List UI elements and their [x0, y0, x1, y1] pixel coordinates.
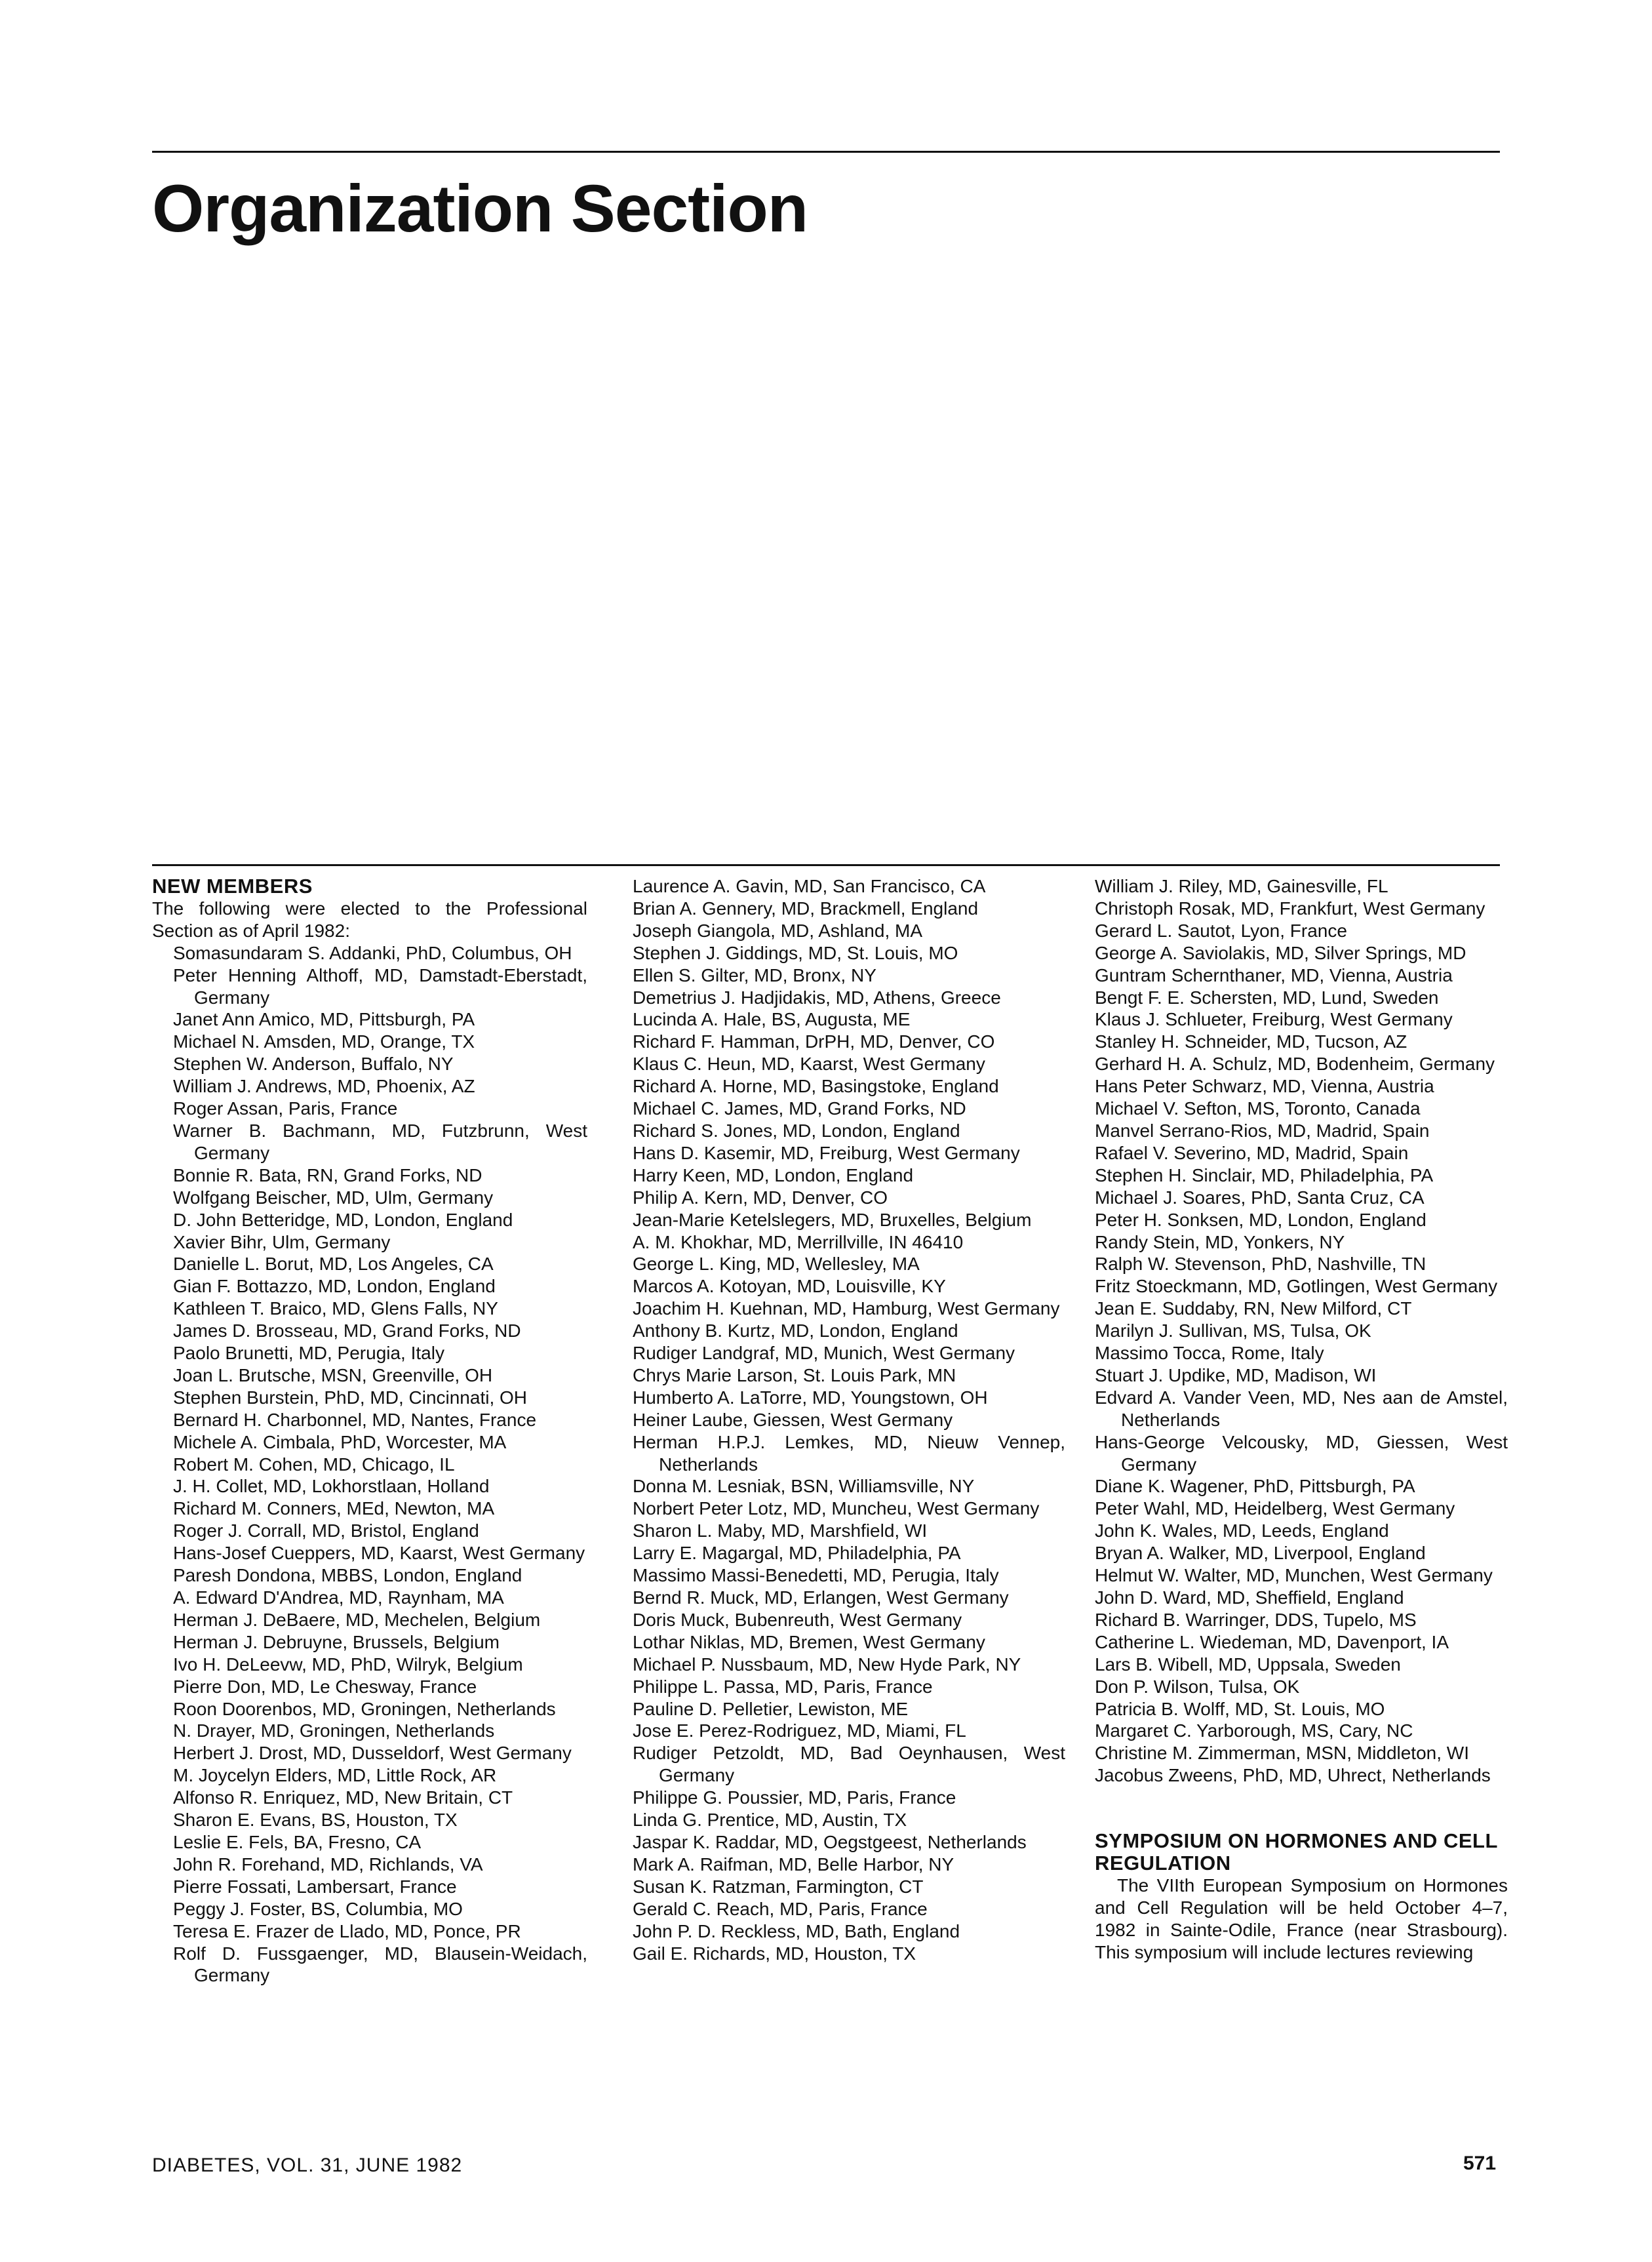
- member-entry: Michael P. Nussbaum, MD, New Hyde Park, NY: [633, 1654, 1021, 1675]
- member-entry: Peter Henning Althoff, MD, Damstadt-Eberstadt, Germany: [173, 964, 587, 1008]
- member-entry: Edvard A. Vander Veen, MD, Nes aan de Amstel, Netherlands: [1095, 1387, 1508, 1430]
- member-entry: Paresh Dondona, MBBS, London, England: [173, 1565, 522, 1586]
- top-rule: [152, 151, 1500, 153]
- member-entry: George A. Saviolakis, MD, Silver Springs, MD: [1095, 942, 1466, 963]
- member-entry: Joan L. Brutsche, MSN, Greenville, OH: [173, 1364, 493, 1385]
- member-entry: Michael J. Soares, PhD, Santa Cruz, CA: [1095, 1187, 1425, 1208]
- member-entry: Michael V. Sefton, MS, Toronto, Canada: [1095, 1098, 1421, 1119]
- member-entry: D. John Betteridge, MD, London, England: [173, 1209, 513, 1230]
- member-entry: Klaus J. Schlueter, Freiburg, West Germany: [1095, 1009, 1453, 1030]
- column-2: [633, 875, 1065, 1964]
- member-entry: Larry E. Magargal, MD, Philadelphia, PA: [633, 1543, 961, 1564]
- member-entry: Don P. Wilson, Tulsa, OK: [1095, 1676, 1300, 1697]
- member-entry: Pierre Don, MD, Le Chesway, France: [173, 1676, 477, 1697]
- member-entry: Gian F. Bottazzo, MD, London, England: [173, 1276, 496, 1297]
- member-entry: Peter H. Sonksen, MD, London, England: [1095, 1209, 1426, 1230]
- member-entry: Lothar Niklas, MD, Bremen, West Germany: [633, 1631, 985, 1652]
- member-entry: Sharon E. Evans, BS, Houston, TX: [173, 1810, 458, 1831]
- member-entry: Hans Peter Schwarz, MD, Vienna, Austria: [1095, 1076, 1434, 1097]
- member-entry: Kathleen T. Braico, MD, Glens Falls, NY: [173, 1298, 498, 1319]
- member-list-2: [633, 875, 1065, 1964]
- member-entry: Herman J. Debruyne, Brussels, Belgium: [173, 1631, 500, 1652]
- member-entry: George L. King, MD, Wellesley, MA: [633, 1254, 920, 1275]
- member-entry: Joseph Giangola, MD, Ashland, MA: [633, 920, 923, 941]
- member-entry: Joachim H. Kuehnan, MD, Hamburg, West Germany: [633, 1298, 1060, 1319]
- member-entry: Hans D. Kasemir, MD, Freiburg, West Germany: [633, 1142, 1020, 1163]
- member-entry: Alfonso R. Enriquez, MD, New Britain, CT: [173, 1787, 513, 1808]
- member-entry: Helmut W. Walter, MD, Munchen, West Germany: [1095, 1565, 1493, 1586]
- member-entry: Donna M. Lesniak, BSN, Williamsville, NY: [633, 1476, 975, 1497]
- member-entry: Stuart J. Updike, MD, Madison, WI: [1095, 1364, 1377, 1385]
- new-members-heading: NEW MEMBERS: [152, 875, 313, 898]
- member-entry: Norbert Peter Lotz, MD, Muncheu, West Germany: [633, 1498, 1040, 1519]
- page-number: 571: [1463, 2153, 1497, 2174]
- member-entry: Richard B. Warringer, DDS, Tupelo, MS: [1095, 1609, 1417, 1630]
- member-entry: Stanley H. Schneider, MD, Tucson, AZ: [1095, 1031, 1407, 1052]
- member-entry: Jean-Marie Ketelslegers, MD, Bruxelles, Belgium: [633, 1209, 1032, 1230]
- member-entry: Humberto A. LaTorre, MD, Youngstown, OH: [633, 1387, 988, 1408]
- member-entry: Guntram Schernthaner, MD, Vienna, Austria: [1095, 964, 1453, 985]
- member-entry: Harry Keen, MD, London, England: [633, 1164, 914, 1185]
- member-entry: Laurence A. Gavin, MD, San Francisco, CA: [633, 876, 986, 896]
- member-entry: Rolf D. Fussgaenger, MD, Blausein-Weidach, Germany: [173, 1943, 587, 1986]
- member-entry: Marcos A. Kotoyan, MD, Louisville, KY: [633, 1276, 946, 1297]
- member-entry: Paolo Brunetti, MD, Perugia, Italy: [173, 1343, 444, 1364]
- member-entry: Christine M. Zimmerman, MSN, Middleton, WI: [1095, 1743, 1469, 1764]
- member-entry: Jose E. Perez-Rodriguez, MD, Miami, FL: [633, 1720, 966, 1741]
- member-entry: Richard A. Horne, MD, Basingstoke, England: [633, 1076, 999, 1097]
- member-entry: Bengt F. E. Schersten, MD, Lund, Sweden: [1095, 987, 1439, 1008]
- member-list-1: [152, 942, 587, 1987]
- column-3: [1095, 875, 1508, 1964]
- member-entry: Stephen H. Sinclair, MD, Philadelphia, PA: [1095, 1164, 1434, 1185]
- member-entry: James D. Brosseau, MD, Grand Forks, ND: [173, 1320, 521, 1341]
- member-entry: Jacobus Zweens, PhD, MD, Uhrect, Netherlands: [1095, 1765, 1491, 1786]
- member-entry: Gail E. Richards, MD, Houston, TX: [633, 1943, 916, 1964]
- member-entry: Ralph W. Stevenson, PhD, Nashville, TN: [1095, 1254, 1426, 1275]
- member-entry: Bryan A. Walker, MD, Liverpool, England: [1095, 1543, 1426, 1564]
- member-entry: Rafael V. Severino, MD, Madrid, Spain: [1095, 1142, 1409, 1163]
- member-entry: Philippe L. Passa, MD, Paris, France: [633, 1676, 933, 1697]
- member-entry: Teresa E. Frazer de Llado, MD, Ponce, PR: [173, 1920, 521, 1941]
- member-entry: Lars B. Wibell, MD, Uppsala, Sweden: [1095, 1654, 1401, 1675]
- member-entry: Sharon L. Maby, MD, Marshfield, WI: [633, 1520, 928, 1541]
- column-1: [152, 875, 587, 1987]
- member-entry: Somasundaram S. Addanki, PhD, Columbus, OH: [173, 942, 572, 963]
- member-entry: Hans-George Velcousky, MD, Giessen, West Germany: [1095, 1431, 1508, 1475]
- member-entry: A. M. Khokhar, MD, Merrillville, IN 46410: [633, 1231, 964, 1252]
- member-entry: Ivo H. DeLeevw, MD, PhD, Wilryk, Belgium: [173, 1654, 523, 1675]
- member-entry: John D. Ward, MD, Sheffield, England: [1095, 1587, 1404, 1608]
- member-entry: Gerhard H. A. Schulz, MD, Bodenheim, Germany: [1095, 1054, 1495, 1075]
- member-list-3: [1095, 875, 1508, 1787]
- member-entry: Jean E. Suddaby, RN, New Milford, CT: [1095, 1298, 1412, 1319]
- member-entry: Demetrius J. Hadjidakis, MD, Athens, Greece: [633, 987, 1001, 1008]
- symposium-body: The VIIth European Symposium on Hormones and Cell Regulation will be held October 4–7, 1982 in Sainte-Odile, France (near Strasbourg). This symposium will include lectures reviewing: [1095, 1875, 1508, 1962]
- spacer: [1095, 1787, 1508, 1830]
- member-entry: Stephen Burstein, PhD, MD, Cincinnati, OH: [173, 1387, 528, 1408]
- member-entry: Brian A. Gennery, MD, Brackmell, England: [633, 898, 979, 919]
- member-entry: Robert M. Cohen, MD, Chicago, IL: [173, 1454, 455, 1475]
- member-entry: John K. Wales, MD, Leeds, England: [1095, 1520, 1389, 1541]
- member-entry: Roger Assan, Paris, France: [173, 1098, 398, 1119]
- member-entry: Philip A. Kern, MD, Denver, CO: [633, 1187, 888, 1208]
- member-entry: Gerald C. Reach, MD, Paris, France: [633, 1898, 928, 1919]
- member-entry: Jaspar K. Raddar, MD, Oegstgeest, Netherlands: [633, 1831, 1027, 1852]
- member-entry: Fritz Stoeckmann, MD, Gotlingen, West Germany: [1095, 1276, 1498, 1297]
- member-entry: Diane K. Wagener, PhD, Pittsburgh, PA: [1095, 1476, 1415, 1497]
- member-entry: Roger J. Corrall, MD, Bristol, England: [173, 1520, 479, 1541]
- member-entry: Massimo Massi-Benedetti, MD, Perugia, Italy: [633, 1565, 999, 1586]
- member-entry: Peggy J. Foster, BS, Columbia, MO: [173, 1898, 463, 1919]
- member-entry: Ellen S. Gilter, MD, Bronx, NY: [633, 964, 876, 985]
- member-entry: Richard M. Conners, MEd, Newton, MA: [173, 1498, 495, 1519]
- member-entry: Herman H.P.J. Lemkes, MD, Nieuw Vennep, Netherlands: [633, 1431, 1065, 1475]
- member-entry: Philippe G. Poussier, MD, Paris, France: [633, 1787, 956, 1808]
- member-entry: Klaus C. Heun, MD, Kaarst, West Germany: [633, 1054, 985, 1075]
- symposium-heading: SYMPOSIUM ON HORMONES AND CELL REGULATION: [1095, 1829, 1498, 1875]
- section-rule: [152, 864, 1500, 866]
- member-entry: Rudiger Landgraf, MD, Munich, West Germany: [633, 1343, 1015, 1364]
- member-entry: Mark A. Raifman, MD, Belle Harbor, NY: [633, 1854, 954, 1875]
- member-entry: Danielle L. Borut, MD, Los Angeles, CA: [173, 1254, 494, 1275]
- member-entry: Michael N. Amsden, MD, Orange, TX: [173, 1031, 475, 1052]
- member-entry: N. Drayer, MD, Groningen, Netherlands: [173, 1720, 495, 1741]
- member-entry: Anthony B. Kurtz, MD, London, England: [633, 1320, 958, 1341]
- member-entry: Bernard H. Charbonnel, MD, Nantes, France: [173, 1409, 537, 1430]
- member-entry: Patricia B. Wolff, MD, St. Louis, MO: [1095, 1698, 1385, 1719]
- member-entry: Christoph Rosak, MD, Frankfurt, West Germany: [1095, 898, 1485, 919]
- page-title: Organization Section: [152, 171, 808, 246]
- member-entry: Marilyn J. Sullivan, MS, Tulsa, OK: [1095, 1320, 1371, 1341]
- member-entry: Richard F. Hamman, DrPH, MD, Denver, CO: [633, 1031, 995, 1052]
- member-entry: Rudiger Petzoldt, MD, Bad Oeynhausen, West Germany: [633, 1743, 1065, 1786]
- member-entry: Randy Stein, MD, Yonkers, NY: [1095, 1231, 1345, 1252]
- member-entry: Margaret C. Yarborough, MS, Cary, NC: [1095, 1720, 1413, 1741]
- member-entry: Janet Ann Amico, MD, Pittsburgh, PA: [173, 1009, 475, 1030]
- member-entry: Gerard L. Sautot, Lyon, France: [1095, 920, 1347, 941]
- member-entry: Peter Wahl, MD, Heidelberg, West Germany: [1095, 1498, 1455, 1519]
- member-entry: Linda G. Prentice, MD, Austin, TX: [633, 1810, 907, 1831]
- member-entry: Susan K. Ratzman, Farmington, CT: [633, 1876, 924, 1897]
- member-entry: Wolfgang Beischer, MD, Ulm, Germany: [173, 1187, 494, 1208]
- member-entry: Pauline D. Pelletier, Lewiston, ME: [633, 1698, 909, 1719]
- member-entry: Massimo Tocca, Rome, Italy: [1095, 1343, 1324, 1364]
- member-entry: Leslie E. Fels, BA, Fresno, CA: [173, 1831, 422, 1852]
- member-entry: Chrys Marie Larson, St. Louis Park, MN: [633, 1364, 956, 1385]
- member-entry: John R. Forehand, MD, Richlands, VA: [173, 1854, 483, 1875]
- member-entry: J. H. Collet, MD, Lokhorstlaan, Holland: [173, 1476, 490, 1497]
- member-entry: A. Edward D'Andrea, MD, Raynham, MA: [173, 1587, 504, 1608]
- member-entry: Michele A. Cimbala, PhD, Worcester, MA: [173, 1431, 507, 1452]
- member-entry: Pierre Fossati, Lambersart, France: [173, 1876, 457, 1897]
- member-entry: Hans-Josef Cueppers, MD, Kaarst, West Germany: [173, 1543, 585, 1564]
- member-entry: Michael C. James, MD, Grand Forks, ND: [633, 1098, 966, 1119]
- new-members-intro: The following were elected to the Professional Section as of April 1982:: [152, 898, 587, 941]
- member-entry: William J. Andrews, MD, Phoenix, AZ: [173, 1076, 475, 1097]
- member-entry: Stephen W. Anderson, Buffalo, NY: [173, 1054, 454, 1075]
- member-entry: William J. Riley, MD, Gainesville, FL: [1095, 876, 1388, 896]
- member-entry: Richard S. Jones, MD, London, England: [633, 1120, 960, 1141]
- member-entry: Warner B. Bachmann, MD, Futzbrunn, West Germany: [173, 1120, 587, 1163]
- member-entry: Doris Muck, Bubenreuth, West Germany: [633, 1609, 962, 1630]
- member-entry: Lucinda A. Hale, BS, Augusta, ME: [633, 1009, 911, 1030]
- member-entry: Herbert J. Drost, MD, Dusseldorf, West Germany: [173, 1743, 572, 1764]
- member-entry: Bonnie R. Bata, RN, Grand Forks, ND: [173, 1164, 482, 1185]
- member-entry: Stephen J. Giddings, MD, St. Louis, MO: [633, 942, 958, 963]
- member-entry: Xavier Bihr, Ulm, Germany: [173, 1231, 391, 1252]
- member-entry: Bernd R. Muck, MD, Erlangen, West Germany: [633, 1587, 1009, 1608]
- member-entry: M. Joycelyn Elders, MD, Little Rock, AR: [173, 1765, 497, 1786]
- member-entry: John P. D. Reckless, MD, Bath, England: [633, 1920, 960, 1941]
- member-entry: Catherine L. Wiedeman, MD, Davenport, IA: [1095, 1631, 1449, 1652]
- journal-citation: DIABETES, VOL. 31, JUNE 1982: [152, 2154, 463, 2176]
- member-entry: Roon Doorenbos, MD, Groningen, Netherlands: [173, 1698, 556, 1719]
- member-entry: Manvel Serrano-Rios, MD, Madrid, Spain: [1095, 1120, 1430, 1141]
- member-entry: Herman J. DeBaere, MD, Mechelen, Belgium: [173, 1609, 541, 1630]
- member-entry: Heiner Laube, Giessen, West Germany: [633, 1409, 953, 1430]
